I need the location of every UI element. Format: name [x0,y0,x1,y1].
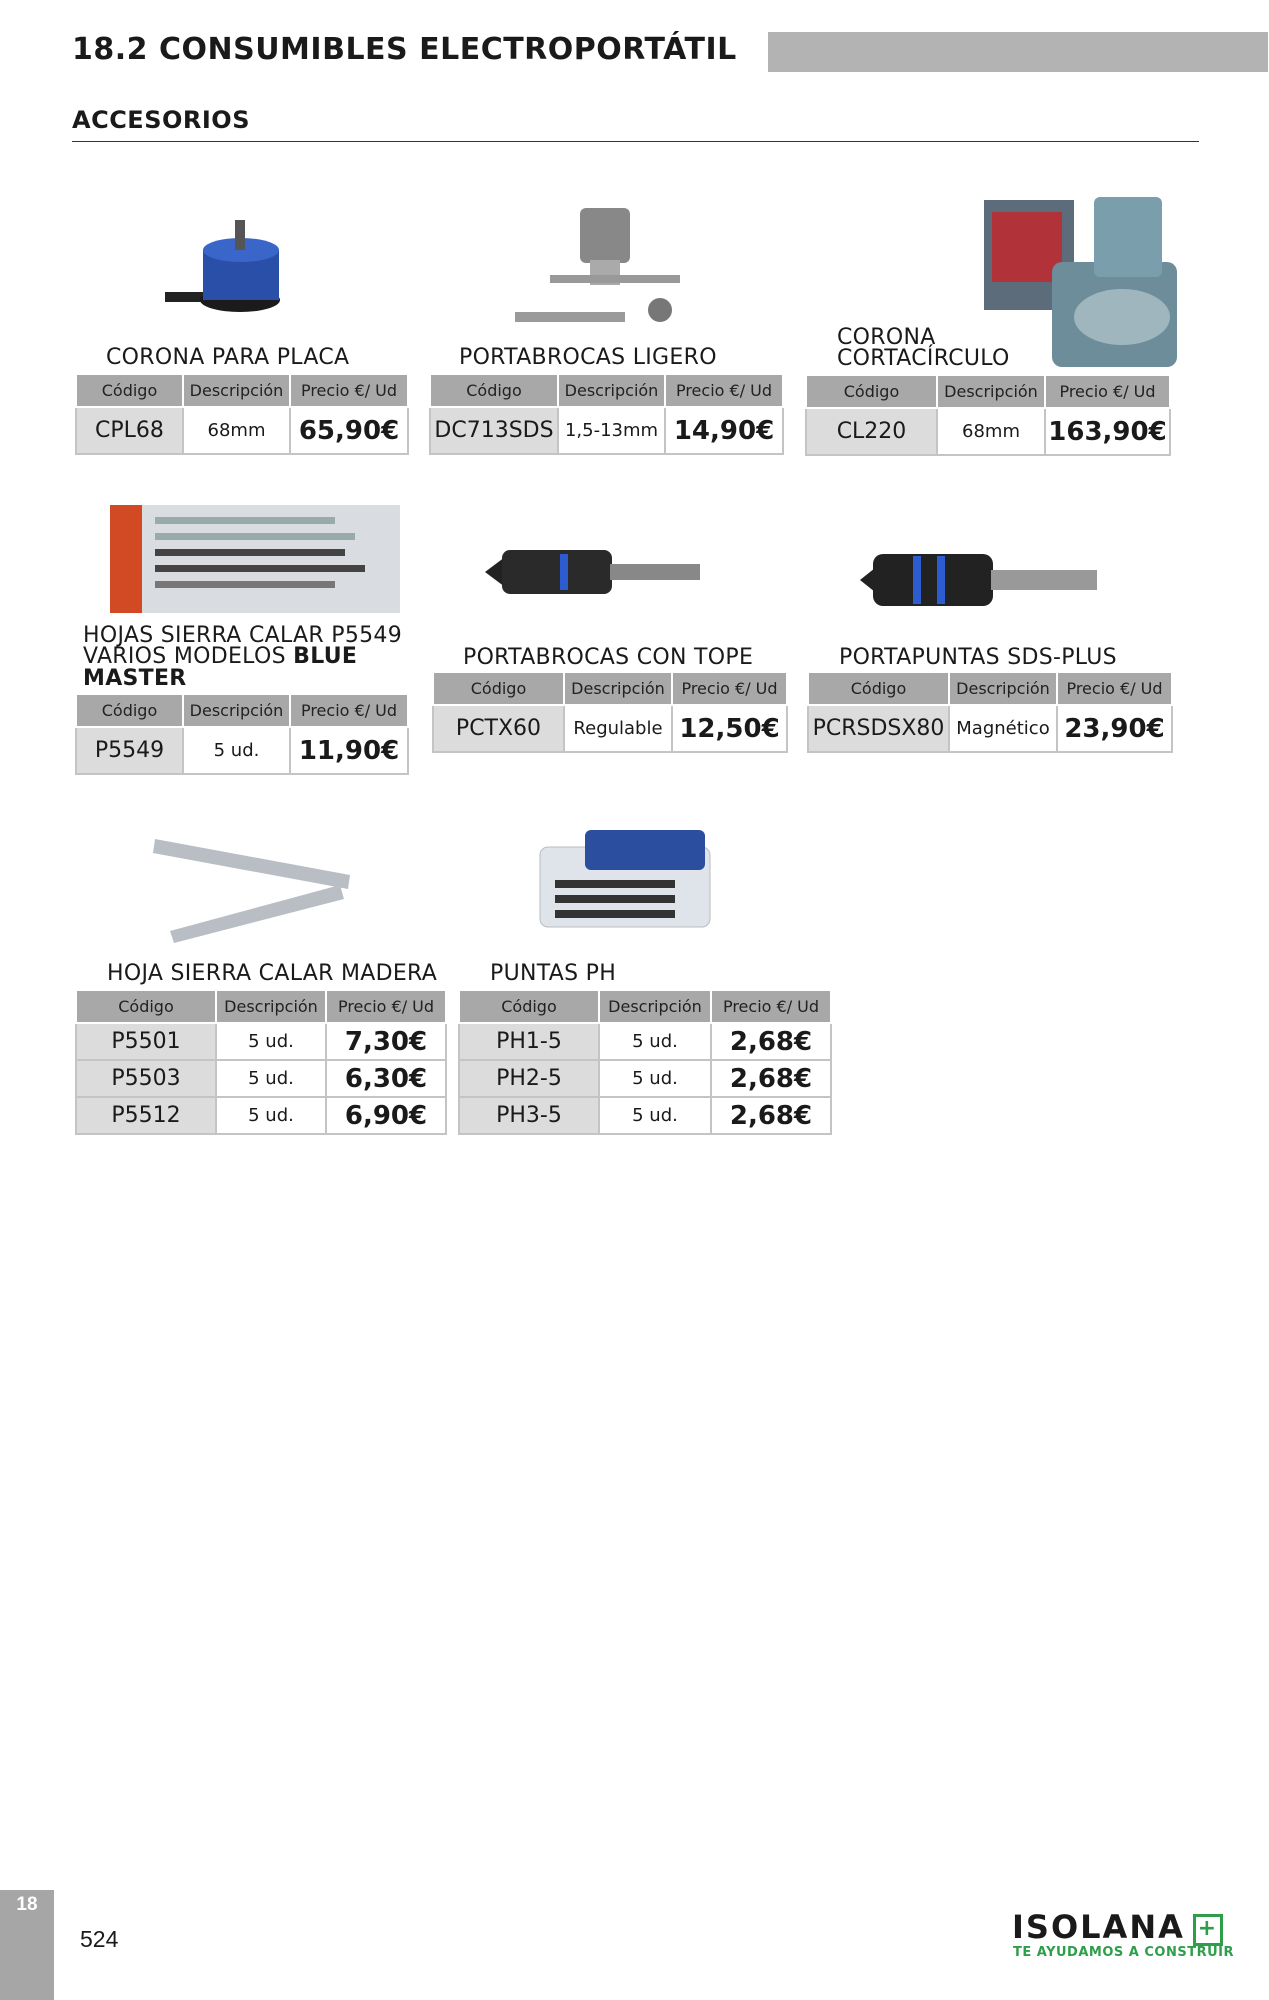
product-description: 5 ud. [599,1097,711,1134]
product-description: Magnético [949,705,1057,752]
product-price: 12,50€ [672,705,787,752]
product-name: PORTAPUNTAS SDS-PLUS [839,645,1117,670]
product-price: 2,68€ [711,1097,831,1134]
table-row [76,1097,446,1134]
column-header-code: Código [459,990,599,1023]
product-table [75,373,409,455]
table-row [76,1060,446,1097]
hole-saw-image [165,210,305,330]
product-name-line: CORONA [837,325,936,350]
column-header-code: Código [76,374,183,407]
column-header-price: Precio €/ Ud [665,374,783,407]
product-name: PORTABROCAS CON TOPE [463,645,754,670]
product-table [432,671,788,753]
table-row [76,407,408,454]
column-header-description: Descripción [183,374,290,407]
product-description: Regulable [564,705,672,752]
column-header-code: Código [808,672,949,705]
product-table [75,693,409,775]
column-header-price: Precio €/ Ud [672,672,787,705]
product-price: 14,90€ [665,407,783,454]
product-table [807,671,1173,753]
brand-logo [1012,1908,1223,1946]
product-price: 2,68€ [711,1023,831,1060]
product-code: PCRSDSX80 [808,705,949,752]
product-price: 11,90€ [290,727,408,774]
product-description: 68mm [183,407,290,454]
product-price: 65,90€ [290,407,408,454]
column-header-description: Descripción [558,374,665,407]
product-price: 163,90€ [1045,408,1170,455]
stop-bit-holder-image [480,532,720,612]
column-header-description: Descripción [564,672,672,705]
column-header-description: Descripción [937,375,1045,408]
column-header-code: Código [430,374,558,407]
product-name-line: HOJAS SIERRA CALAR P5549 [83,623,403,648]
column-header-description: Descripción [216,990,326,1023]
product-description: 5 ud. [216,1023,326,1060]
brand-name: BLUE [293,644,358,669]
product-code: PH2-5 [459,1060,599,1097]
product-code: P5549 [76,727,183,774]
drill-chuck-image [510,200,690,335]
product-code: P5501 [76,1023,216,1060]
table-row [459,1023,831,1060]
column-header-code: Código [76,694,183,727]
product-code: DC713SDS [430,407,558,454]
table-row [808,705,1172,752]
column-header-description: Descripción [599,990,711,1023]
column-header-price: Precio €/ Ud [290,374,408,407]
product-price: 6,90€ [326,1097,446,1134]
product-name-line [83,646,357,668]
chapter-number: 18 [16,1894,38,1915]
product-code: CL220 [806,408,937,455]
column-header-code: Código [806,375,937,408]
product-description: 68mm [937,408,1045,455]
circle-cutter-kit-image [982,192,1182,372]
product-name: PORTABROCAS LIGERO [459,345,717,370]
product-code: CPL68 [76,407,183,454]
logo-text: ISOLANA [1012,1908,1185,1946]
table-row [806,408,1170,455]
column-header-price: Precio €/ Ud [290,694,408,727]
product-description: 5 ud. [216,1060,326,1097]
product-table [805,374,1171,456]
product-description: 5 ud. [216,1097,326,1134]
page-number: 524 [80,1926,119,1952]
product-code: P5503 [76,1060,216,1097]
section-divider [72,141,1199,142]
product-description: 1,5-13mm [558,407,665,454]
product-name-text: VARIOS MODELOS [83,644,294,669]
product-price: 23,90€ [1057,705,1172,752]
product-code: PCTX60 [433,705,564,752]
jigsaw-blade-set-image [110,505,400,615]
brand-name: MASTER [83,666,187,691]
column-header-price: Precio €/ Ud [1057,672,1172,705]
page-title: 18.2 CONSUMIBLES ELECTROPORTÁTIL [72,32,737,67]
product-name-line: CORTACÍRCULO [837,346,1010,371]
column-header-code: Código [433,672,564,705]
product-price: 6,30€ [326,1060,446,1097]
column-header-price: Precio €/ Ud [1045,375,1170,408]
product-description: 5 ud. [599,1060,711,1097]
product-price: 7,30€ [326,1023,446,1060]
product-description: 5 ud. [599,1023,711,1060]
product-price: 2,68€ [711,1060,831,1097]
column-header-description: Descripción [949,672,1057,705]
ph-bits-pack-image [535,825,725,950]
logo-plus-icon: + [1193,1914,1223,1946]
table-row [459,1060,831,1097]
product-code: P5512 [76,1097,216,1134]
table-row [76,1023,446,1060]
column-header-price: Precio €/ Ud [711,990,831,1023]
section-title: ACCESORIOS [72,106,250,134]
brand-tagline: TE AYUDAMOS A CONSTRUIR [1013,1945,1234,1960]
product-table [75,989,447,1135]
column-header-code: Código [76,990,216,1023]
table-row [459,1097,831,1134]
column-header-price: Precio €/ Ud [326,990,446,1023]
product-code: PH3-5 [459,1097,599,1134]
product-name: CORONA PARA PLACA [106,345,350,370]
table-row [430,407,783,454]
column-header-description: Descripción [183,694,290,727]
table-row [433,705,787,752]
product-description: 5 ud. [183,727,290,774]
product-name: PUNTAS PH [490,961,617,986]
sds-plus-bit-holder-image [855,540,1105,620]
product-table [429,373,784,455]
table-row [76,727,408,774]
wood-jigsaw-blade-image [150,825,360,945]
product-code: PH1-5 [459,1023,599,1060]
title-bar-decoration [768,32,1268,72]
product-name: HOJA SIERRA CALAR MADERA [107,961,438,986]
product-table [458,989,832,1135]
